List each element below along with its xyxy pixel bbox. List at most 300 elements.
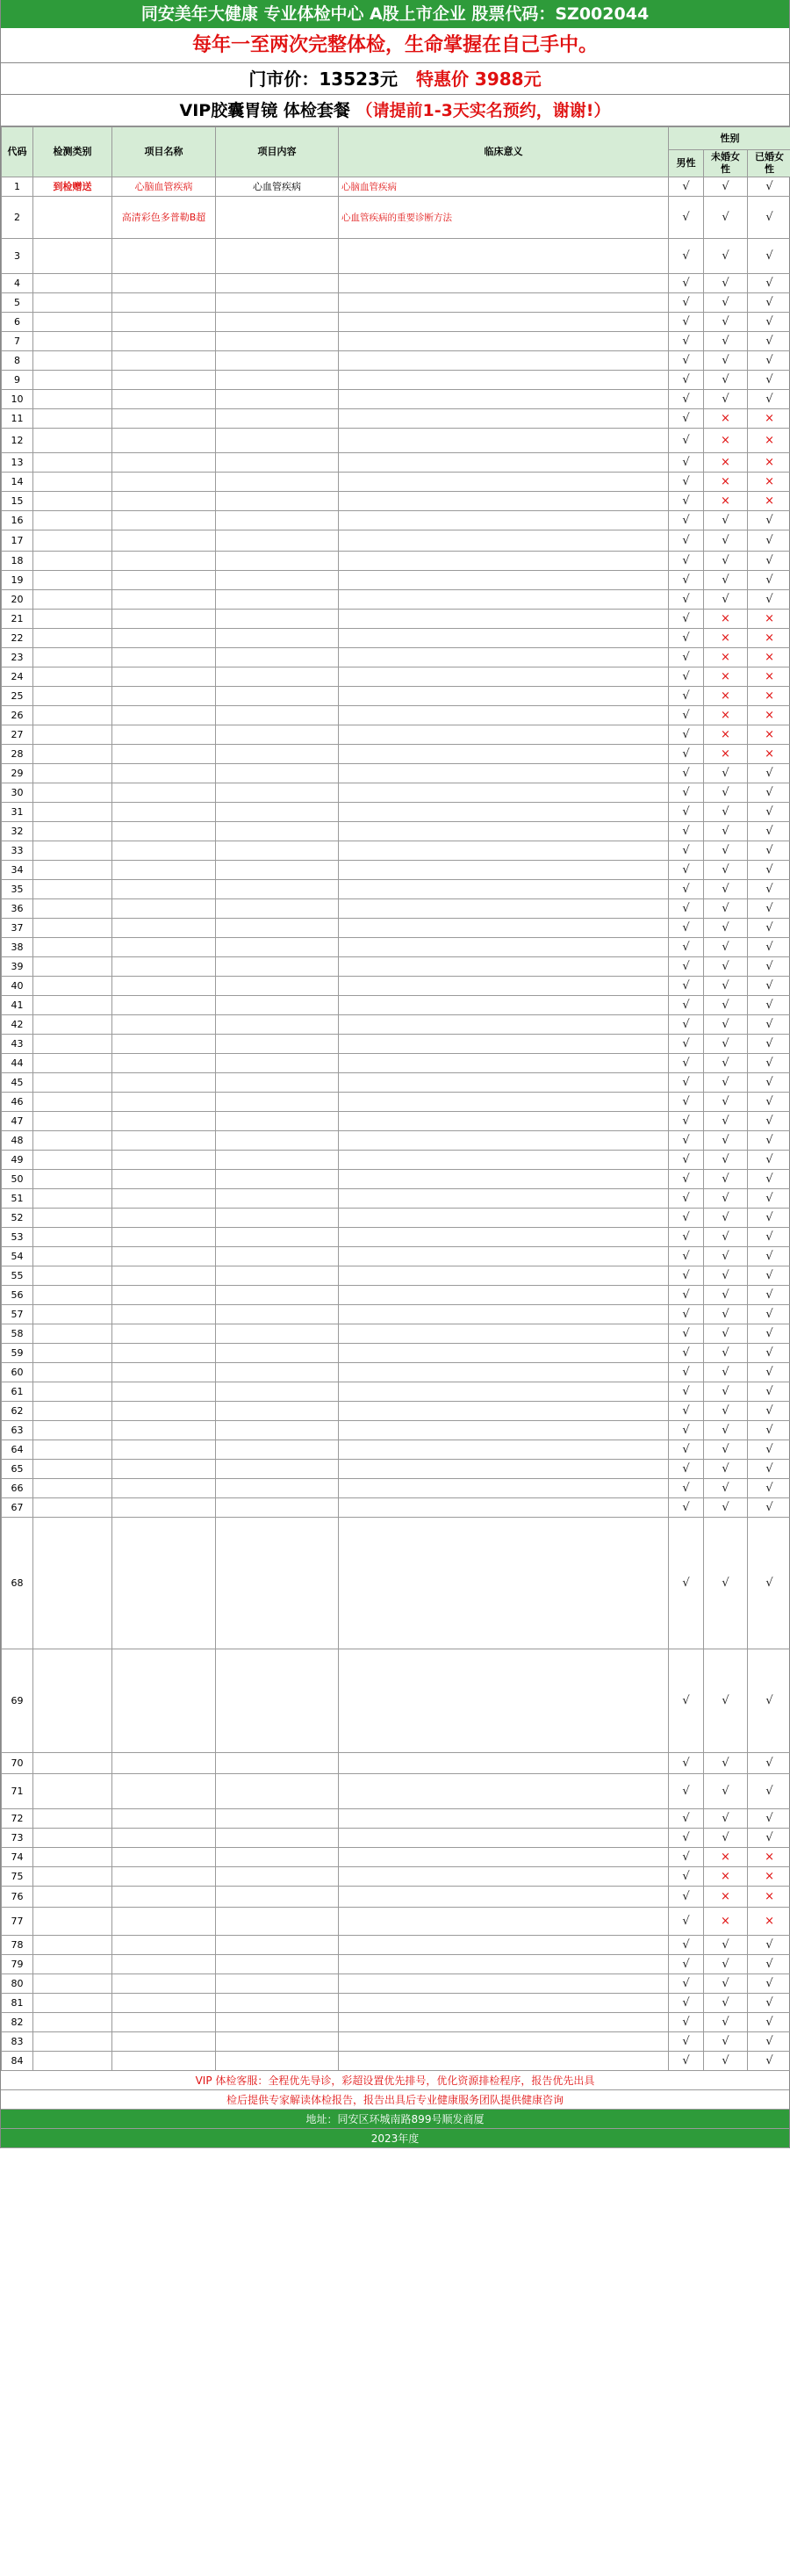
- check-mark: √: [669, 1649, 704, 1753]
- row-code: 3: [2, 239, 33, 274]
- table-row: [2, 745, 790, 764]
- check-mark: √: [669, 274, 704, 293]
- check-mark: √: [704, 1518, 748, 1649]
- col-code-header: 代码: [2, 127, 33, 177]
- row-content: [216, 429, 339, 453]
- row-category: [33, 1440, 112, 1460]
- row-name: 心脑血管疾病: [112, 177, 216, 197]
- check-mark: √: [704, 1649, 748, 1753]
- check-mark: √: [704, 1286, 748, 1305]
- row-category: [33, 1479, 112, 1498]
- table-row: [2, 1908, 790, 1936]
- row-name: [112, 1228, 216, 1247]
- table-row: [2, 1649, 790, 1753]
- package-title: VIP胶囊胃镜 体检套餐: [179, 101, 350, 120]
- row-name: [112, 822, 216, 841]
- check-mark: √: [748, 313, 790, 332]
- row-content: [216, 2032, 339, 2052]
- row-meaning: [339, 1189, 669, 1209]
- row-code: 12: [2, 429, 33, 453]
- table-row: [2, 629, 790, 648]
- row-meaning: [339, 1887, 669, 1908]
- row-category: [33, 197, 112, 239]
- row-code: 60: [2, 1363, 33, 1382]
- row-content: [216, 1073, 339, 1093]
- row-meaning: [339, 687, 669, 706]
- cross-mark: ×: [748, 1908, 790, 1936]
- row-code: 42: [2, 1015, 33, 1035]
- row-category: [33, 1054, 112, 1073]
- row-content: [216, 861, 339, 880]
- check-mark: √: [748, 1112, 790, 1131]
- check-mark: √: [704, 197, 748, 239]
- row-meaning: [339, 1228, 669, 1247]
- row-name: [112, 1266, 216, 1286]
- row-code: 80: [2, 1974, 33, 1994]
- row-content: [216, 687, 339, 706]
- row-name: [112, 332, 216, 351]
- check-mark: √: [704, 977, 748, 996]
- row-code: 24: [2, 667, 33, 687]
- table-row: [2, 2032, 790, 2052]
- row-code: 8: [2, 351, 33, 371]
- col-content-header: 项目内容: [216, 127, 339, 177]
- check-mark: √: [748, 1649, 790, 1753]
- check-mark: √: [669, 1266, 704, 1286]
- row-meaning: [339, 1460, 669, 1479]
- check-mark: √: [704, 1994, 748, 2013]
- check-mark: √: [669, 1518, 704, 1649]
- row-content: 心血管疾病: [216, 177, 339, 197]
- row-category: [33, 919, 112, 938]
- row-meaning: [339, 530, 669, 552]
- row-meaning: [339, 957, 669, 977]
- table-row: [2, 977, 790, 996]
- row-content: [216, 667, 339, 687]
- row-code: 77: [2, 1908, 33, 1936]
- row-code: 45: [2, 1073, 33, 1093]
- check-mark: √: [669, 2013, 704, 2032]
- table-row: [2, 390, 790, 409]
- row-code: 68: [2, 1518, 33, 1649]
- check-mark: √: [748, 880, 790, 899]
- table-row: [2, 351, 790, 371]
- row-content: [216, 453, 339, 473]
- row-meaning: [339, 1363, 669, 1382]
- row-category: [33, 629, 112, 648]
- row-name: [112, 725, 216, 745]
- row-code: 83: [2, 2032, 33, 2052]
- cross-mark: ×: [704, 610, 748, 629]
- row-meaning: [339, 1035, 669, 1054]
- row-name: [112, 1112, 216, 1131]
- checkup-items-table: [1, 126, 790, 2071]
- row-content: [216, 1266, 339, 1286]
- row-name: [112, 996, 216, 1015]
- check-mark: √: [669, 667, 704, 687]
- table-row: [2, 371, 790, 390]
- row-meaning: [339, 880, 669, 899]
- row-meaning: [339, 706, 669, 725]
- row-name: [112, 1460, 216, 1479]
- row-category: [33, 313, 112, 332]
- check-mark: √: [704, 1829, 748, 1848]
- cross-mark: ×: [704, 1867, 748, 1887]
- check-mark: √: [748, 1363, 790, 1382]
- check-mark: √: [669, 1848, 704, 1867]
- check-mark: √: [669, 1054, 704, 1073]
- row-content: [216, 332, 339, 351]
- check-mark: √: [704, 1247, 748, 1266]
- row-content: [216, 996, 339, 1015]
- check-mark: √: [748, 2052, 790, 2071]
- table-row: [2, 1421, 790, 1440]
- row-category: [33, 1460, 112, 1479]
- row-code: 64: [2, 1440, 33, 1460]
- row-category: [33, 2032, 112, 2052]
- row-code: 70: [2, 1753, 33, 1774]
- check-mark: √: [748, 351, 790, 371]
- check-mark: √: [704, 1054, 748, 1073]
- cross-mark: ×: [704, 687, 748, 706]
- row-content: [216, 1440, 339, 1460]
- check-mark: √: [704, 957, 748, 977]
- row-meaning: [339, 313, 669, 332]
- check-mark: √: [669, 1093, 704, 1112]
- check-mark: √: [669, 177, 704, 197]
- row-name: [112, 1867, 216, 1887]
- check-mark: √: [704, 1112, 748, 1131]
- row-category: [33, 1209, 112, 1228]
- check-mark: √: [669, 725, 704, 745]
- row-content: [216, 1286, 339, 1305]
- table-row: [2, 429, 790, 453]
- check-mark: √: [704, 996, 748, 1015]
- row-category: [33, 1363, 112, 1382]
- row-meaning: [339, 473, 669, 492]
- check-mark: √: [748, 1286, 790, 1305]
- row-category: [33, 1247, 112, 1266]
- check-mark: √: [704, 1266, 748, 1286]
- table-row: [2, 1209, 790, 1228]
- row-category: [33, 1324, 112, 1344]
- row-meaning: [339, 1382, 669, 1402]
- row-name: [112, 409, 216, 429]
- cross-mark: ×: [748, 687, 790, 706]
- table-row: [2, 1247, 790, 1266]
- cross-mark: ×: [704, 745, 748, 764]
- row-meaning: [339, 764, 669, 783]
- row-name: [112, 899, 216, 919]
- row-code: 16: [2, 511, 33, 530]
- row-name: [112, 1974, 216, 1994]
- package-title-line: [1, 95, 789, 126]
- check-mark: √: [704, 1131, 748, 1151]
- check-mark: √: [748, 571, 790, 590]
- row-code: 49: [2, 1151, 33, 1170]
- row-code: 76: [2, 1887, 33, 1908]
- row-category: [33, 977, 112, 996]
- row-code: 34: [2, 861, 33, 880]
- check-mark: √: [704, 919, 748, 938]
- table-row: [2, 1189, 790, 1209]
- check-mark: √: [704, 1440, 748, 1460]
- check-mark: √: [748, 1829, 790, 1848]
- row-category: [33, 667, 112, 687]
- table-row: [2, 1363, 790, 1382]
- table-row: [2, 1848, 790, 1867]
- row-meaning: [339, 1994, 669, 2013]
- check-mark: √: [669, 571, 704, 590]
- check-mark: √: [669, 1382, 704, 1402]
- check-mark: √: [669, 1908, 704, 1936]
- row-content: [216, 803, 339, 822]
- row-name: [112, 2052, 216, 2071]
- row-category: [33, 293, 112, 313]
- row-content: [216, 1460, 339, 1479]
- row-category: [33, 1994, 112, 2013]
- cross-mark: ×: [748, 429, 790, 453]
- row-name: [112, 841, 216, 861]
- check-mark: √: [669, 492, 704, 511]
- row-name: [112, 552, 216, 571]
- check-mark: √: [669, 706, 704, 725]
- row-content: [216, 590, 339, 610]
- row-meaning: [339, 2013, 669, 2032]
- table-row: [2, 313, 790, 332]
- table-row: [2, 783, 790, 803]
- check-mark: √: [669, 332, 704, 351]
- check-mark: √: [748, 293, 790, 313]
- cross-mark: ×: [748, 610, 790, 629]
- row-name: [112, 803, 216, 822]
- row-category: [33, 1421, 112, 1440]
- check-mark: √: [704, 1421, 748, 1440]
- row-code: 52: [2, 1209, 33, 1228]
- check-mark: √: [704, 1974, 748, 1994]
- check-mark: √: [704, 1498, 748, 1518]
- row-name: [112, 590, 216, 610]
- row-category: [33, 2013, 112, 2032]
- row-code: 78: [2, 1936, 33, 1955]
- check-mark: √: [704, 1809, 748, 1829]
- row-category: [33, 996, 112, 1015]
- row-meaning: [339, 1649, 669, 1753]
- table-row: [2, 453, 790, 473]
- row-code: 38: [2, 938, 33, 957]
- row-name: [112, 571, 216, 590]
- check-mark: √: [748, 511, 790, 530]
- row-content: [216, 1421, 339, 1440]
- row-name: [112, 1189, 216, 1209]
- cross-mark: ×: [748, 453, 790, 473]
- row-code: 67: [2, 1498, 33, 1518]
- row-content: [216, 492, 339, 511]
- row-content: [216, 1955, 339, 1974]
- row-code: 35: [2, 880, 33, 899]
- table-row: [2, 1131, 790, 1151]
- row-content: [216, 293, 339, 313]
- row-code: 21: [2, 610, 33, 629]
- special-price: 特惠价 3988元: [415, 69, 542, 90]
- table-row: [2, 725, 790, 745]
- check-mark: √: [704, 822, 748, 841]
- check-mark: √: [748, 2032, 790, 2052]
- check-mark: √: [669, 996, 704, 1015]
- check-mark: √: [704, 2052, 748, 2071]
- table-row: [2, 1936, 790, 1955]
- row-meaning: [339, 1421, 669, 1440]
- check-mark: √: [748, 822, 790, 841]
- check-mark: √: [704, 938, 748, 957]
- row-content: [216, 351, 339, 371]
- cross-mark: ×: [704, 409, 748, 429]
- row-code: 50: [2, 1170, 33, 1189]
- row-code: 63: [2, 1421, 33, 1440]
- row-code: 6: [2, 313, 33, 332]
- check-mark: √: [669, 648, 704, 667]
- row-meaning: [339, 590, 669, 610]
- cross-mark: ×: [704, 706, 748, 725]
- row-category: [33, 687, 112, 706]
- check-mark: √: [704, 1753, 748, 1774]
- row-code: 74: [2, 1848, 33, 1867]
- check-mark: √: [748, 1189, 790, 1209]
- check-mark: √: [669, 530, 704, 552]
- row-name: [112, 629, 216, 648]
- row-name: [112, 1093, 216, 1112]
- row-category: [33, 332, 112, 351]
- col-male-header: 男性: [669, 150, 704, 177]
- row-code: 66: [2, 1479, 33, 1498]
- row-content: [216, 1774, 339, 1809]
- row-content: [216, 390, 339, 409]
- row-name: [112, 453, 216, 473]
- row-content: [216, 1247, 339, 1266]
- check-mark: √: [669, 977, 704, 996]
- row-category: [33, 861, 112, 880]
- row-category: [33, 1286, 112, 1305]
- row-category: [33, 938, 112, 957]
- row-name: [112, 1170, 216, 1189]
- row-code: 7: [2, 332, 33, 351]
- row-code: 73: [2, 1829, 33, 1848]
- row-code: 31: [2, 803, 33, 822]
- row-name: [112, 1908, 216, 1936]
- check-mark: √: [704, 571, 748, 590]
- row-name: [112, 511, 216, 530]
- row-code: 4: [2, 274, 33, 293]
- row-meaning: [339, 1324, 669, 1344]
- check-mark: √: [669, 1460, 704, 1479]
- check-mark: √: [669, 1994, 704, 2013]
- row-code: 40: [2, 977, 33, 996]
- row-content: [216, 1112, 339, 1131]
- check-mark: √: [669, 1305, 704, 1324]
- row-category: [33, 1170, 112, 1189]
- row-content: [216, 571, 339, 590]
- check-mark: √: [704, 590, 748, 610]
- check-mark: √: [748, 1382, 790, 1402]
- check-mark: √: [669, 429, 704, 453]
- row-code: 72: [2, 1809, 33, 1829]
- row-content: [216, 1015, 339, 1035]
- row-code: 13: [2, 453, 33, 473]
- row-code: 51: [2, 1189, 33, 1209]
- row-category: [33, 590, 112, 610]
- table-row: [2, 274, 790, 293]
- check-mark: √: [669, 2052, 704, 2071]
- check-mark: √: [748, 552, 790, 571]
- row-name: [112, 530, 216, 552]
- row-name: [112, 1131, 216, 1151]
- check-mark: √: [669, 919, 704, 938]
- cross-mark: ×: [704, 1908, 748, 1936]
- cross-mark: ×: [748, 492, 790, 511]
- footer-vip-line: VIP 体检客服：全程优先导诊，彩超设置优先排号，优化资源排检程序，报告优先出具: [1, 2071, 789, 2090]
- row-meaning: [339, 1440, 669, 1460]
- row-content: [216, 610, 339, 629]
- row-meaning: [339, 274, 669, 293]
- row-meaning: [339, 2052, 669, 2071]
- row-category: [33, 783, 112, 803]
- row-code: 1: [2, 177, 33, 197]
- row-content: [216, 899, 339, 919]
- row-name: [112, 957, 216, 977]
- row-name: [112, 1848, 216, 1867]
- row-meaning: [339, 1908, 669, 1936]
- row-meaning: [339, 841, 669, 861]
- row-content: [216, 239, 339, 274]
- row-category: [33, 492, 112, 511]
- col-gender-header: 性别: [669, 127, 790, 150]
- row-category: [33, 610, 112, 629]
- row-code: 25: [2, 687, 33, 706]
- table-row: [2, 919, 790, 938]
- row-content: [216, 1649, 339, 1753]
- check-mark: √: [748, 996, 790, 1015]
- slogan: 每年一至两次完整体检，生命掌握在自己手中。: [1, 28, 789, 63]
- row-meaning: [339, 1112, 669, 1131]
- check-mark: √: [669, 473, 704, 492]
- check-mark: √: [748, 1247, 790, 1266]
- row-meaning: [339, 1402, 669, 1421]
- check-mark: √: [748, 957, 790, 977]
- row-content: [216, 1170, 339, 1189]
- row-name: [112, 1305, 216, 1324]
- row-meaning: [339, 1015, 669, 1035]
- row-content: [216, 1402, 339, 1421]
- row-category: [33, 957, 112, 977]
- check-mark: √: [748, 1015, 790, 1035]
- check-mark: √: [704, 1189, 748, 1209]
- row-category: [33, 841, 112, 861]
- row-category: [33, 571, 112, 590]
- check-mark: √: [704, 1228, 748, 1247]
- table-row: [2, 1402, 790, 1421]
- check-mark: √: [669, 1974, 704, 1994]
- table-row: [2, 667, 790, 687]
- row-meaning: [339, 667, 669, 687]
- row-meaning: [339, 938, 669, 957]
- row-code: 14: [2, 473, 33, 492]
- check-mark: √: [669, 629, 704, 648]
- table-row: [2, 841, 790, 861]
- check-mark: √: [704, 841, 748, 861]
- check-mark: √: [669, 687, 704, 706]
- table-row: [2, 1809, 790, 1829]
- row-meaning: [339, 552, 669, 571]
